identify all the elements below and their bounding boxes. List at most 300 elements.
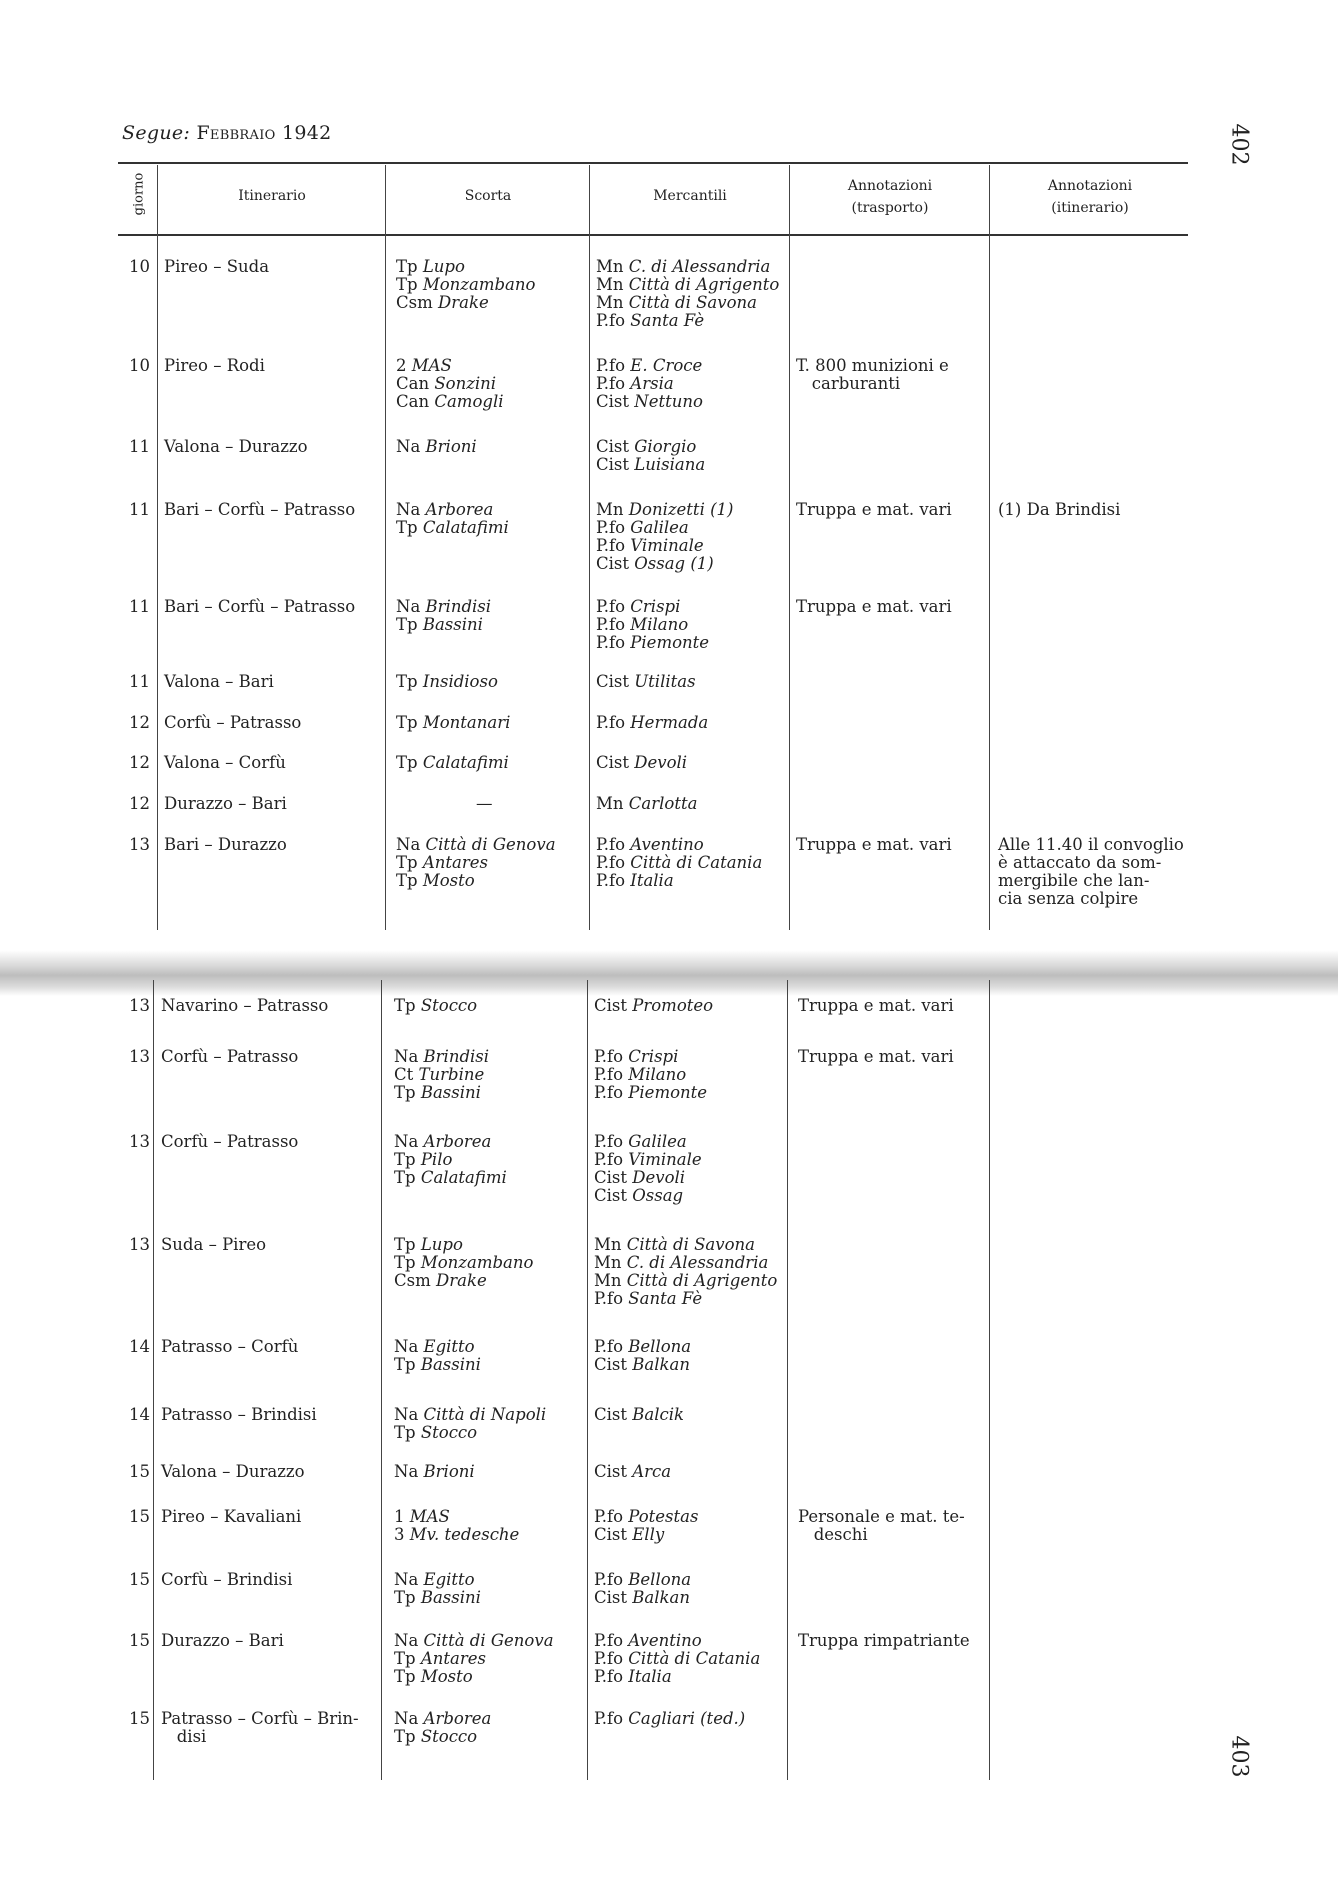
escort-name: Stocco <box>420 1423 478 1442</box>
escort-line <box>396 854 556 872</box>
col-rule <box>385 165 386 930</box>
merchant-type: P.fo <box>596 311 626 330</box>
col-rule <box>989 980 990 1780</box>
merchant-line <box>594 1508 698 1526</box>
escort-line <box>394 1710 491 1728</box>
merchant-name: Città di Catania <box>630 853 763 872</box>
merchant-name: Aventino <box>630 835 704 854</box>
merchant-line <box>594 1650 760 1668</box>
merchant-line <box>594 1151 702 1169</box>
merchant-line <box>594 1589 691 1607</box>
merchant-name: Città di Catania <box>628 1649 761 1668</box>
merchant-cell <box>594 1710 745 1728</box>
escort-name: MAS <box>411 356 452 375</box>
merchant-line <box>594 997 713 1015</box>
transport-note-line: Personale e mat. te- <box>798 1507 965 1526</box>
merchant-name: Arca <box>632 1462 672 1481</box>
itinerary-line: Pireo – Suda <box>164 257 270 276</box>
header-bottom-rule <box>118 234 1188 236</box>
escort-type: Csm <box>396 293 433 312</box>
merchant-name: Milano <box>630 615 689 634</box>
escort-type: Tp <box>394 1253 416 1272</box>
escort-line <box>396 754 509 772</box>
merchant-type: Mn <box>596 293 624 312</box>
transport-note-line: Truppa rimpatriante <box>798 1631 970 1650</box>
merchant-line <box>596 598 709 616</box>
day-cell <box>118 1571 150 1589</box>
merchant-type: P.fo <box>596 853 626 872</box>
escort-line <box>396 276 535 294</box>
transport-note-cell <box>796 357 949 393</box>
escort-line <box>396 294 535 312</box>
merchant-cell <box>596 357 703 411</box>
day-value: 12 <box>129 753 150 772</box>
merchant-line <box>594 1048 707 1066</box>
merchant-cell <box>594 1508 698 1544</box>
escort-cell <box>394 1571 481 1607</box>
title-month: Febbraio 1942 <box>196 122 332 144</box>
merchant-name: Santa Fè <box>628 1289 703 1308</box>
merchant-cell <box>596 754 687 772</box>
merchant-line <box>594 1133 702 1151</box>
merchant-line <box>594 1710 745 1728</box>
escort-name: Lupo <box>420 1235 463 1254</box>
merchant-cell <box>596 673 696 691</box>
col-rule <box>789 165 790 930</box>
merchant-cell <box>594 1338 691 1374</box>
escort-name: Bassini <box>420 1083 481 1102</box>
merchant-type: P.fo <box>594 1570 624 1589</box>
merchant-line <box>596 714 708 732</box>
merchant-line <box>596 456 705 474</box>
escort-name: Calatafimi <box>420 1168 507 1187</box>
escort-type: Na <box>394 1462 419 1481</box>
merchant-name: Viminale <box>628 1150 702 1169</box>
merchant-type: P.fo <box>594 1065 624 1084</box>
day-value: 15 <box>129 1709 150 1728</box>
escort-type: Tp <box>394 996 416 1015</box>
page-number-bottom: 403 <box>1226 1735 1252 1778</box>
escort-cell <box>394 1048 489 1102</box>
escort-line <box>394 1406 546 1424</box>
merchant-type: P.fo <box>596 615 626 634</box>
merchant-name: C. di Alessandria <box>628 257 771 276</box>
escort-cell <box>396 357 504 411</box>
merchant-line <box>596 294 779 312</box>
merchant-cell <box>594 1463 671 1481</box>
itinerary-cell <box>164 836 287 854</box>
escort-line <box>394 1571 481 1589</box>
escort-line <box>394 1133 507 1151</box>
merchant-name: Crispi <box>630 597 681 616</box>
escort-type: 2 <box>396 356 407 375</box>
col-rule <box>589 165 590 930</box>
merchant-name: Santa Fè <box>630 311 705 330</box>
merchant-type: P.fo <box>594 1047 624 1066</box>
itinerary-cell <box>161 1236 266 1254</box>
merchant-name: Galilea <box>628 1132 687 1151</box>
escort-line <box>394 1338 481 1356</box>
merchant-line <box>594 1668 760 1686</box>
escort-name: Egitto <box>423 1337 475 1356</box>
merchant-line <box>596 872 762 890</box>
col-rule <box>787 980 788 1780</box>
transport-note-line: deschi <box>798 1525 868 1544</box>
merchant-name: Città di Agrigento <box>626 1271 778 1290</box>
escort-name: Sonzini <box>434 374 497 393</box>
merchant-line <box>594 1406 684 1424</box>
merchant-type: P.fo <box>594 1667 624 1686</box>
escort-type: Na <box>394 1709 419 1728</box>
merchant-line <box>596 754 687 772</box>
escort-line <box>396 795 493 813</box>
merchant-line <box>594 1632 760 1650</box>
escort-cell <box>394 1406 546 1442</box>
transport-note-line: Truppa e mat. vari <box>796 597 952 616</box>
itinerary-note-cell <box>998 836 1184 908</box>
transport-note-line: T. 800 munizioni e <box>796 356 949 375</box>
escort-type: Tp <box>394 1168 416 1187</box>
itinerary-line: Valona – Bari <box>164 672 274 691</box>
escort-name: Arborea <box>423 1709 492 1728</box>
escort-line <box>394 1508 519 1526</box>
merchant-line <box>594 1084 707 1102</box>
merchant-line <box>596 555 733 573</box>
day-cell <box>118 754 150 772</box>
merchant-name: Devoli <box>634 753 688 772</box>
merchant-cell <box>594 1406 684 1424</box>
merchant-name: Luisiana <box>634 455 706 474</box>
day-value: 13 <box>129 996 150 1015</box>
merchant-type: Cist <box>594 1525 627 1544</box>
escort-name: Mosto <box>420 1667 473 1686</box>
merchant-type: P.fo <box>596 536 626 555</box>
transport-note-line: Truppa e mat. vari <box>798 1047 954 1066</box>
merchant-type: Cist <box>596 392 629 411</box>
day-value: 10 <box>129 257 150 276</box>
itinerary-cell <box>164 258 269 276</box>
merchant-type: Mn <box>594 1235 622 1254</box>
day-value: 15 <box>129 1631 150 1650</box>
transport-note-cell <box>796 598 952 616</box>
escort-name: Calatafimi <box>422 753 509 772</box>
escort-name: Città di Napoli <box>423 1405 547 1424</box>
transport-note-cell <box>798 1508 965 1544</box>
merchant-type: P.fo <box>594 1083 624 1102</box>
merchant-line <box>594 1272 777 1290</box>
escort-cell <box>396 795 493 813</box>
itinerary-line: Bari – Durazzo <box>164 835 287 854</box>
escort-type: Tp <box>394 1727 416 1746</box>
escort-line <box>396 836 556 854</box>
merchant-type: P.fo <box>596 374 626 393</box>
escort-line <box>394 1084 489 1102</box>
col-header-itinerario: Itinerario <box>238 188 306 204</box>
merchant-type: Cist <box>596 672 629 691</box>
escort-cell <box>394 1463 475 1481</box>
merchant-name: Balkan <box>632 1355 690 1374</box>
itinerary-cell <box>164 357 265 375</box>
transport-note-cell <box>796 836 952 854</box>
merchant-line <box>596 537 733 555</box>
day-cell <box>118 1048 150 1066</box>
escort-line <box>396 438 477 456</box>
merchant-type: P.fo <box>596 356 626 375</box>
col-rule <box>153 980 154 1780</box>
col-rule <box>381 980 382 1780</box>
day-cell <box>118 1133 150 1151</box>
escort-line <box>394 997 477 1015</box>
escort-cell <box>394 1508 519 1544</box>
escort-type: Tp <box>394 1588 416 1607</box>
escort-name: Mosto <box>422 871 475 890</box>
day-value: 11 <box>129 437 150 456</box>
escort-line <box>396 357 504 375</box>
escort-name: Brindisi <box>423 1047 490 1066</box>
escort-cell <box>394 1133 507 1187</box>
merchant-line <box>596 375 703 393</box>
escort-cell <box>396 598 491 634</box>
day-value: 14 <box>129 1337 150 1356</box>
merchant-cell <box>594 1571 691 1607</box>
merchant-cell <box>594 1048 707 1102</box>
merchant-cell <box>594 997 713 1015</box>
escort-name: Arborea <box>423 1132 492 1151</box>
itinerary-line: Corfù – Patrasso <box>161 1132 299 1151</box>
merchant-name: Piemonte <box>630 633 710 652</box>
merchant-name: Città di Savona <box>628 293 757 312</box>
merchant-name: Crispi <box>628 1047 679 1066</box>
escort-line <box>394 1151 507 1169</box>
escort-type: Tp <box>396 615 418 634</box>
escort-line <box>396 673 498 691</box>
escort-line <box>396 714 510 732</box>
escort-name: Bassini <box>420 1588 481 1607</box>
itinerary-cell <box>164 754 286 772</box>
day-value: 11 <box>129 672 150 691</box>
merchant-name: Città di Savona <box>626 1235 755 1254</box>
day-cell <box>118 836 150 854</box>
escort-name: — <box>476 794 493 813</box>
escort-cell <box>394 1236 533 1290</box>
day-cell <box>118 357 150 375</box>
escort-type: Can <box>396 374 430 393</box>
escort-type: Tp <box>396 672 418 691</box>
escort-cell <box>394 997 477 1015</box>
escort-cell <box>396 754 509 772</box>
day-cell <box>118 501 150 519</box>
merchant-name: Galilea <box>630 518 689 537</box>
escort-name: Monzambano <box>420 1253 534 1272</box>
merchant-name: Balkan <box>632 1588 690 1607</box>
merchant-name: Piemonte <box>628 1083 708 1102</box>
day-value: 12 <box>129 713 150 732</box>
merchant-line <box>596 357 703 375</box>
transport-note-cell <box>798 1048 954 1066</box>
merchant-name: C. di Alessandria <box>626 1253 769 1272</box>
escort-type: Tp <box>396 275 418 294</box>
merchant-type: Cist <box>594 1355 627 1374</box>
day-cell <box>118 1632 150 1650</box>
escort-name: Drake <box>438 293 489 312</box>
merchant-name: Ossag <box>632 1186 684 1205</box>
merchant-line <box>594 1066 707 1084</box>
merchant-line <box>596 634 709 652</box>
day-value: 13 <box>129 1235 150 1254</box>
itinerary-line: Corfù – Patrasso <box>164 713 302 732</box>
col-header-mercantili: Mercantili <box>653 188 727 204</box>
merchant-type: P.fo <box>596 597 626 616</box>
merchant-line <box>596 438 705 456</box>
day-value: 13 <box>129 835 150 854</box>
escort-type: Na <box>394 1337 419 1356</box>
merchant-cell <box>594 1236 777 1308</box>
escort-type: Tp <box>396 713 418 732</box>
escort-line <box>396 393 504 411</box>
escort-type: Tp <box>394 1150 416 1169</box>
merchant-line <box>596 795 697 813</box>
escort-name: Arborea <box>425 500 494 519</box>
itinerary-note-line: cia senza colpire <box>998 889 1139 908</box>
merchant-line <box>596 854 762 872</box>
itinerary-line: Pireo – Kavaliani <box>161 1507 302 1526</box>
merchant-type: P.fo <box>596 518 626 537</box>
day-value: 12 <box>129 794 150 813</box>
day-cell <box>118 1710 150 1728</box>
title-prefix: Segue: <box>122 122 191 144</box>
col-header-scorta: Scorta <box>464 188 512 204</box>
itinerary-line: disi <box>161 1727 207 1746</box>
merchant-type: P.fo <box>596 633 626 652</box>
escort-type: Na <box>396 597 421 616</box>
merchant-type: Cist <box>596 455 629 474</box>
itinerary-cell <box>164 501 355 519</box>
merchant-line <box>596 673 696 691</box>
merchant-cell <box>596 714 708 732</box>
day-cell <box>118 1406 150 1424</box>
day-value: 10 <box>129 356 150 375</box>
merchant-cell <box>596 836 762 890</box>
merchant-type: Cist <box>596 753 629 772</box>
merchant-line <box>594 1338 691 1356</box>
escort-name: Monzambano <box>422 275 536 294</box>
merchant-type: Cist <box>594 1168 627 1187</box>
merchant-line <box>596 501 733 519</box>
itinerary-cell <box>164 714 301 732</box>
merchant-type: Cist <box>594 1405 627 1424</box>
merchant-line <box>594 1169 702 1187</box>
itinerary-line: Corfù – Patrasso <box>161 1047 299 1066</box>
escort-type: Na <box>394 1132 419 1151</box>
merchant-name: Milano <box>628 1065 687 1084</box>
itinerary-cell <box>161 1338 298 1356</box>
escort-type: Na <box>394 1631 419 1650</box>
escort-type: Na <box>396 835 421 854</box>
day-cell <box>118 714 150 732</box>
itinerary-cell <box>161 1571 292 1589</box>
escort-name: Montanari <box>422 713 511 732</box>
itinerary-note-line: (1) Da Brindisi <box>998 500 1121 519</box>
transport-note-line: Truppa e mat. vari <box>796 835 952 854</box>
itinerary-line: Valona – Corfù <box>164 753 286 772</box>
itinerary-line: Suda – Pireo <box>161 1235 267 1254</box>
itinerary-line: Durazzo – Bari <box>161 1631 284 1650</box>
merchant-name: Elly <box>632 1525 665 1544</box>
escort-name: Turbine <box>418 1065 485 1084</box>
escort-name: Città di Genova <box>423 1631 554 1650</box>
merchant-name: Arsia <box>630 374 674 393</box>
itinerary-line: Valona – Durazzo <box>161 1462 305 1481</box>
escort-cell <box>394 1710 491 1746</box>
merchant-name: Ossag (1) <box>634 554 714 573</box>
header-top-rule <box>118 162 1188 164</box>
itinerary-line: Corfù – Brindisi <box>161 1570 293 1589</box>
escort-line <box>394 1668 554 1686</box>
escort-type: Tp <box>396 257 418 276</box>
escort-name: Egitto <box>423 1570 475 1589</box>
escort-name: Antares <box>422 853 488 872</box>
escort-line <box>396 598 491 616</box>
escort-name: Pilo <box>420 1150 453 1169</box>
escort-type: Tp <box>396 753 418 772</box>
escort-type: 1 <box>394 1507 405 1526</box>
day-cell <box>118 1338 150 1356</box>
merchant-cell <box>596 598 709 652</box>
escort-type: Na <box>394 1570 419 1589</box>
escort-name: Insidioso <box>422 672 498 691</box>
merchant-line <box>594 1571 691 1589</box>
day-cell <box>118 1508 150 1526</box>
merchant-name: Potestas <box>628 1507 699 1526</box>
escort-name: Calatafimi <box>422 518 509 537</box>
escort-cell <box>394 1338 481 1374</box>
escort-type: Tp <box>394 1083 416 1102</box>
merchant-type: Mn <box>596 500 624 519</box>
col-rule <box>989 165 990 930</box>
merchant-line <box>594 1290 777 1308</box>
merchant-name: Aventino <box>628 1631 702 1650</box>
merchant-name: Italia <box>628 1667 672 1686</box>
itinerary-note-line: è attaccato da som- <box>998 853 1162 872</box>
itinerary-line: Pireo – Rodi <box>164 356 265 375</box>
itinerary-line: Patrasso – Corfù <box>161 1337 299 1356</box>
col-rule <box>587 980 588 1780</box>
escort-line <box>396 501 509 519</box>
merchant-line <box>596 616 709 634</box>
escort-type: Ct <box>394 1065 414 1084</box>
day-cell <box>118 1463 150 1481</box>
escort-line <box>394 1169 507 1187</box>
merchant-line <box>594 1463 671 1481</box>
escort-line <box>394 1526 519 1544</box>
merchant-name: Giorgio <box>634 437 697 456</box>
itinerary-cell <box>161 1710 359 1746</box>
merchant-name: Nettuno <box>634 392 703 411</box>
escort-type: Tp <box>394 1667 416 1686</box>
merchant-line <box>596 258 779 276</box>
itinerary-cell <box>161 1406 317 1424</box>
day-value: 15 <box>129 1507 150 1526</box>
merchant-type: Mn <box>594 1253 622 1272</box>
merchant-type: P.fo <box>596 835 626 854</box>
day-cell <box>118 438 150 456</box>
escort-name: Stocco <box>420 996 478 1015</box>
merchant-name: Promoteo <box>632 996 714 1015</box>
merchant-line <box>596 393 703 411</box>
escort-line <box>396 519 509 537</box>
merchant-name: Città di Agrigento <box>628 275 780 294</box>
merchant-line <box>594 1526 698 1544</box>
